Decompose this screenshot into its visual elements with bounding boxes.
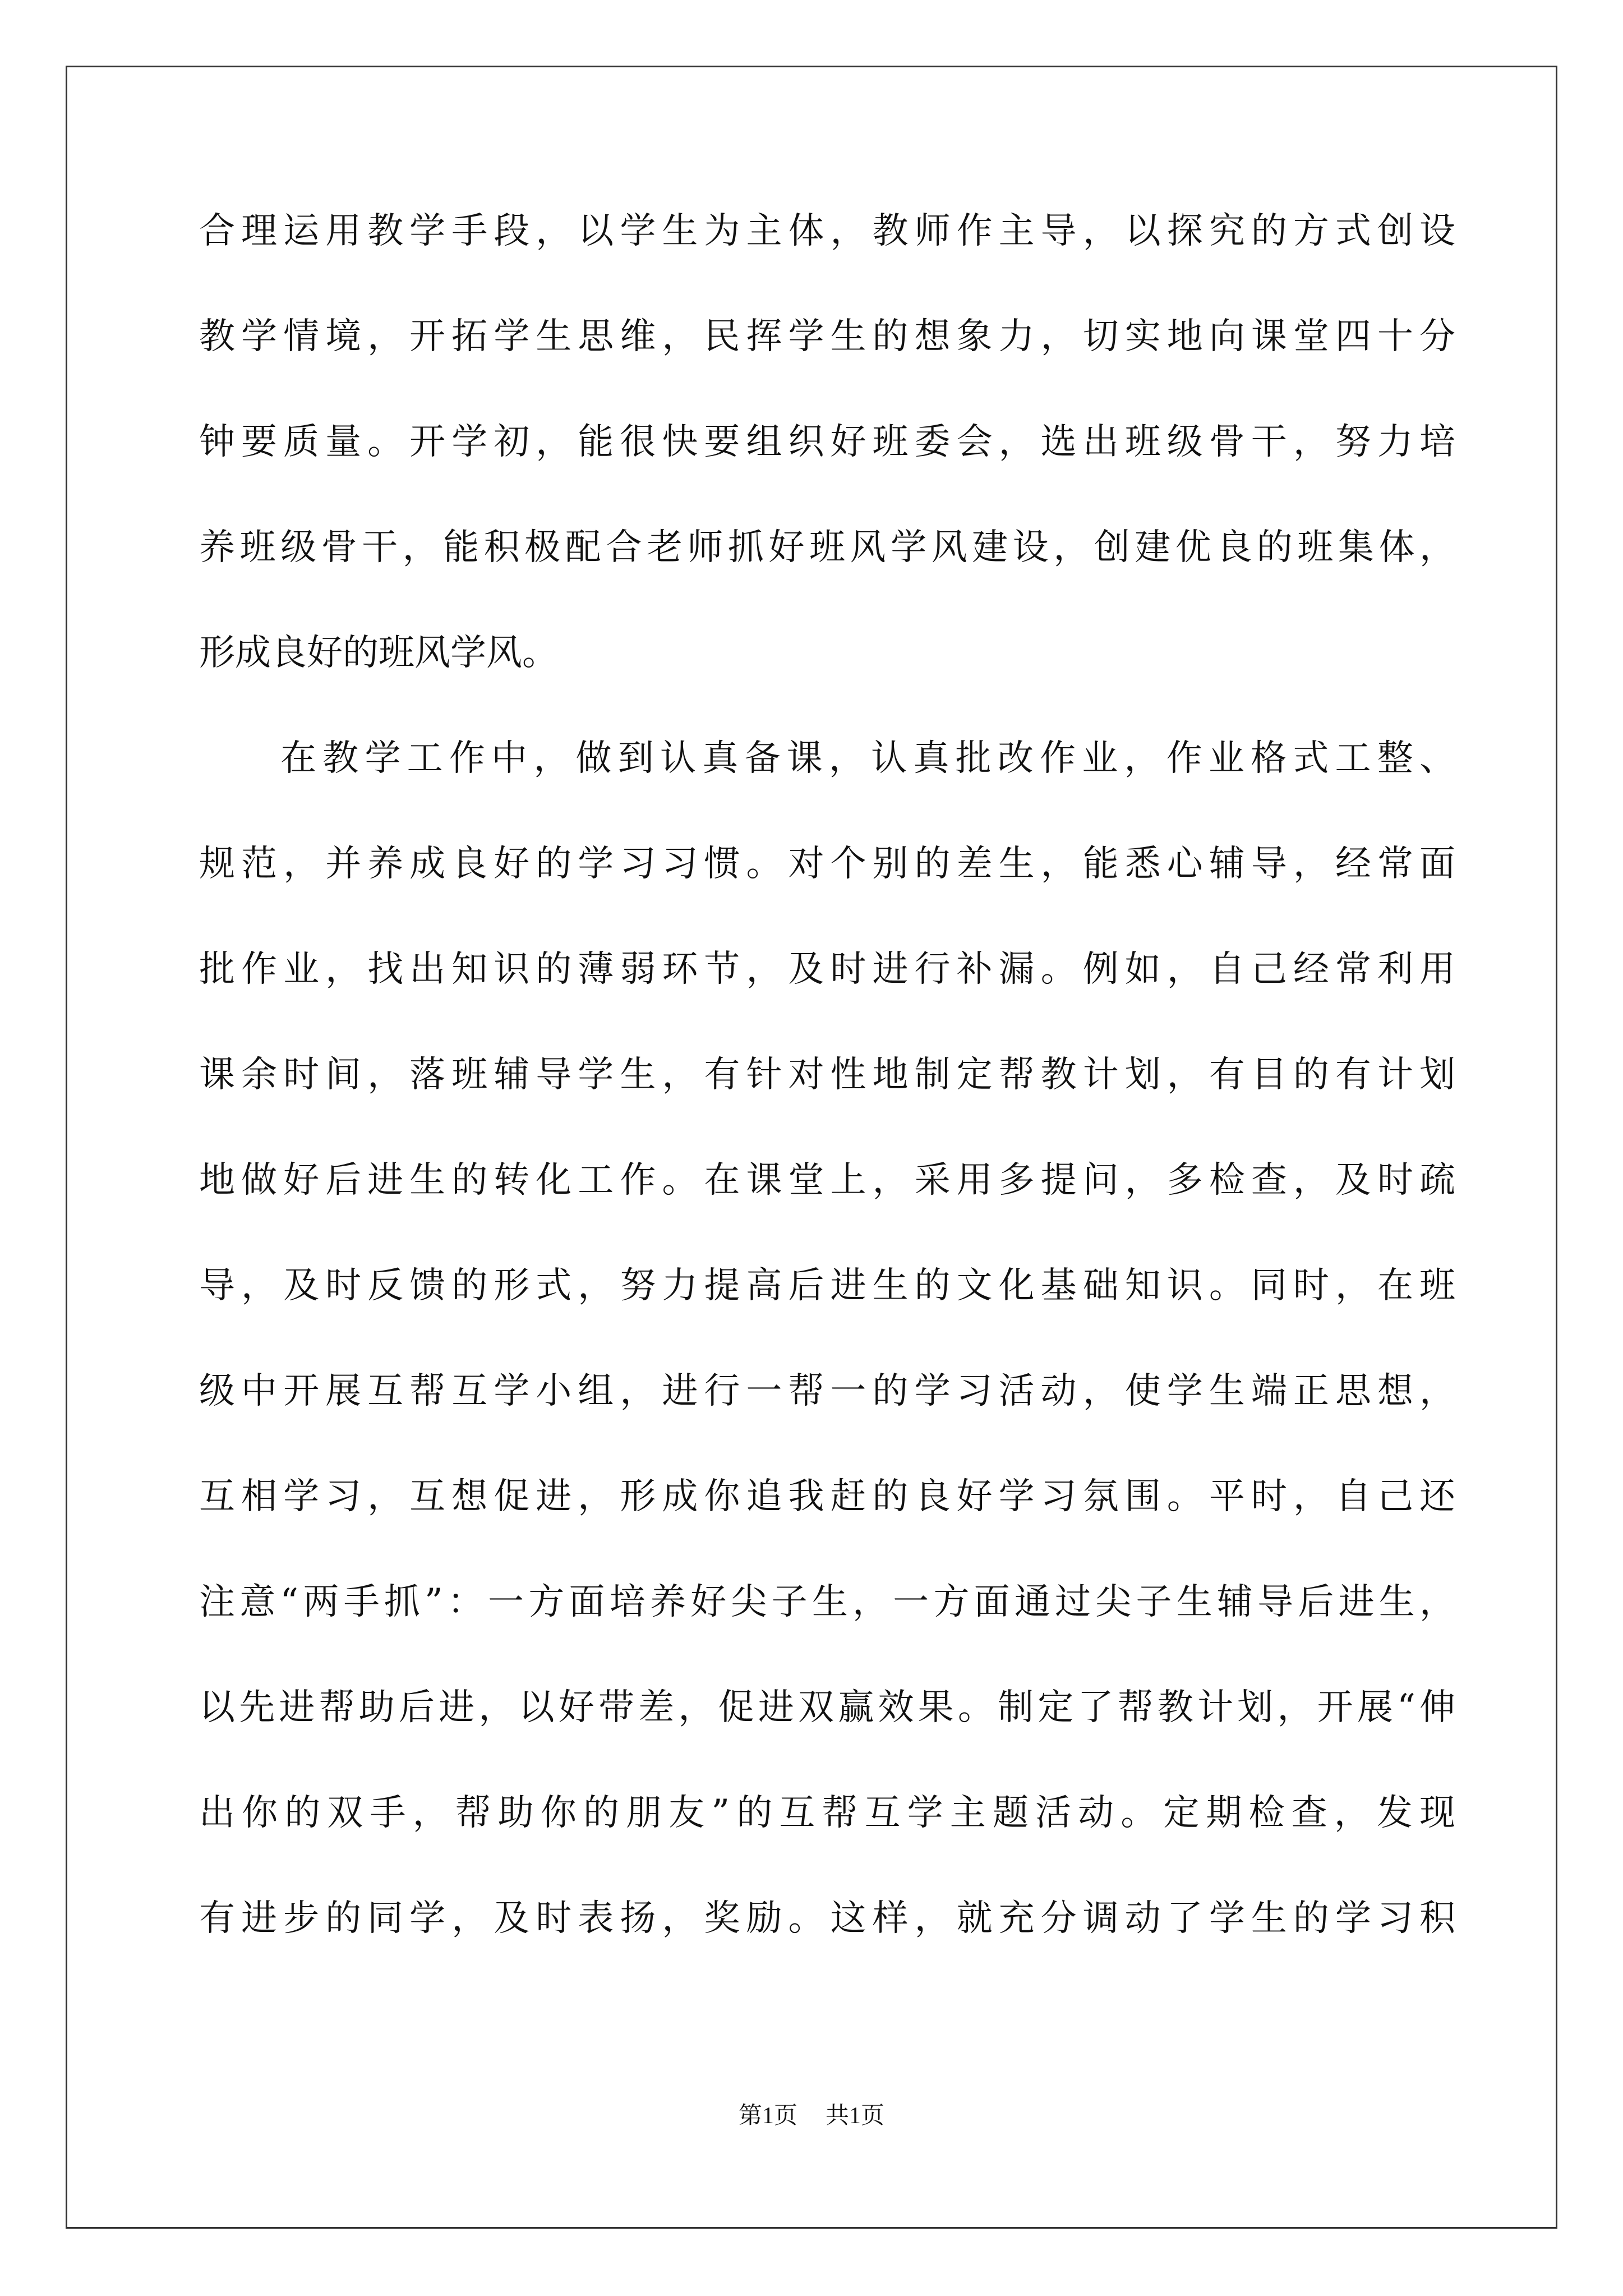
- text-line: 批作业，找出知识的薄弱环节，及时进行补漏。例如，自己经常利用: [199, 949, 1462, 990]
- text-line: 地做好后进生的转化工作。在课堂上，采用多提问，多检查，及时疏: [199, 1159, 1462, 1201]
- text-line: 养班级骨干，能积极配合老师抓好班风学风建设，创建优良的班集体，: [199, 527, 1460, 568]
- text-line: 教学情境，开拓学生思维，民挥学生的想象力，切实地向课堂四十分: [199, 316, 1462, 357]
- page-footer: [0, 2097, 1623, 2131]
- text-line: 级中开展互帮互学小组，进行一帮一的学习活动，使学生端正思想，: [199, 1370, 1462, 1412]
- page-total: 共1页: [826, 2103, 885, 2129]
- document-body: [199, 210, 1463, 2003]
- text-line-indented: 在教学工作中，做到认真备课，认真批改作业，作业格式工整、: [280, 738, 1462, 779]
- text-line: 课余时间，落班辅导学生，有针对性地制定帮教计划，有目的有计划: [199, 1054, 1462, 1096]
- text-line: 导，及时反馈的形式，努力提高后进生的文化基础知识。同时，在班: [199, 1265, 1462, 1306]
- text-line: 以先进帮助后进，以好带差，促进双赢效果。制定了帮教计划，开展“伸: [199, 1687, 1460, 1728]
- text-line: 有进步的同学，及时表扬，奖励。这样，就充分调动了学生的学习积: [199, 1898, 1462, 1939]
- text-line: 互相学习，互想促进，形成你追我赶的良好学习氛围。平时，自己还: [199, 1476, 1462, 1517]
- text-line: 合理运用教学手段，以学生为主体，教师作主导，以探究的方式创设: [199, 210, 1462, 252]
- text-line: 规范，并养成良好的学习习惯。对个别的差生，能悉心辅导，经常面: [199, 843, 1462, 885]
- text-line: 钟要质量。开学初，能很快要组织好班委会，选出班级骨干，努力培: [199, 421, 1462, 463]
- text-line: 注意“两手抓”：一方面培养好尖子生，一方面通过尖子生辅导后进生，: [199, 1581, 1460, 1623]
- text-line: 形成良好的班风学风。: [199, 632, 558, 674]
- page-number: 第1页: [738, 2103, 797, 2129]
- text-line: 出你的双手，帮助你的朋友”的互帮互学主题活动。定期检查，发现: [199, 1792, 1463, 1834]
